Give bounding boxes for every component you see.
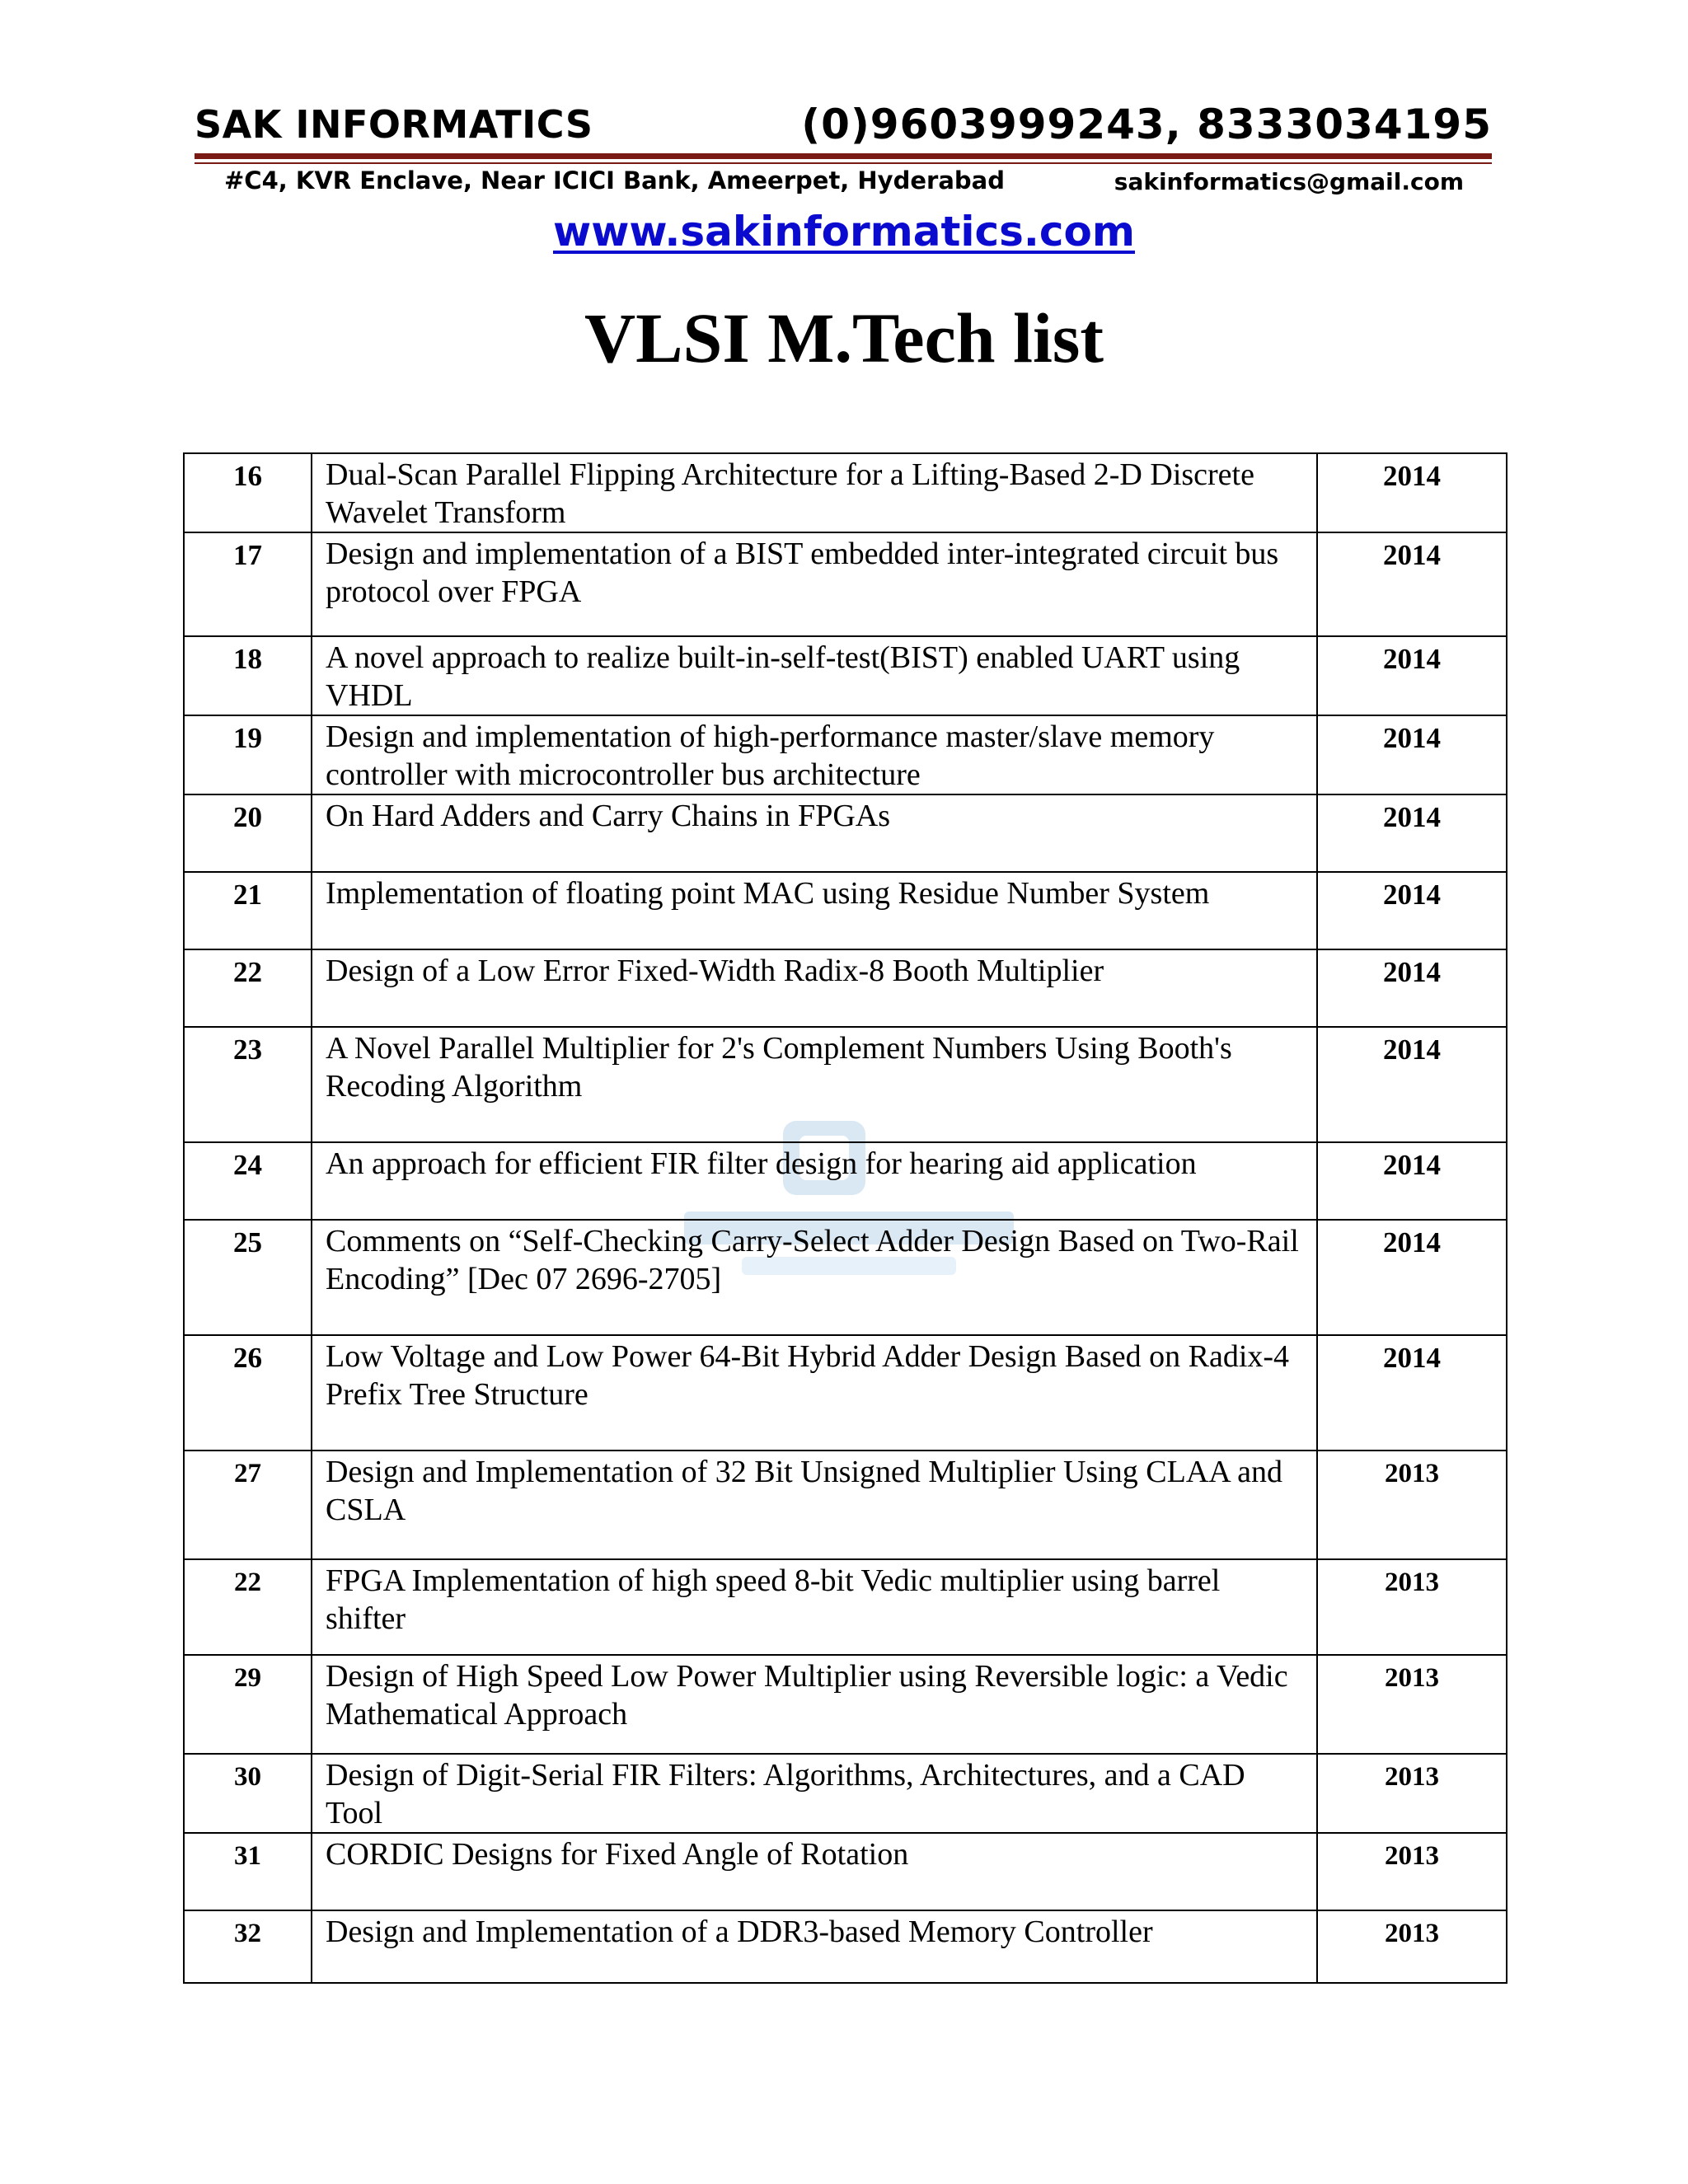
- company-email: sakinformatics@gmail.com: [1114, 168, 1464, 195]
- row-number: 27: [184, 1451, 312, 1559]
- row-number: 19: [184, 715, 312, 794]
- project-list-body: [184, 453, 1507, 1983]
- project-title: A novel approach to realize built-in-self-test(BIST) enabled UART using VHDL: [312, 636, 1317, 715]
- table-row: [184, 794, 1507, 872]
- table-row: [184, 1655, 1507, 1754]
- project-title: FPGA Implementation of high speed 8-bit Vedic multiplier using barrel shifter: [312, 1559, 1317, 1655]
- table-row: [184, 1142, 1507, 1220]
- project-title: Design and implementation of a BIST embedded inter-integrated circuit bus protocol over FPGA: [312, 532, 1317, 636]
- row-number: 29: [184, 1655, 312, 1754]
- project-title: A Novel Parallel Multiplier for 2's Complement Numbers Using Booth's Recoding Algorithm: [312, 1027, 1317, 1142]
- project-title: Design and Implementation of a DDR3-based Memory Controller: [312, 1910, 1317, 1983]
- table-row: [184, 453, 1507, 532]
- project-title: On Hard Adders and Carry Chains in FPGAs: [312, 794, 1317, 872]
- project-year: 2013: [1317, 1655, 1507, 1754]
- website-link[interactable]: www.sakinformatics.com: [553, 208, 1135, 255]
- header-rule-thin: [195, 162, 1492, 164]
- row-number: 32: [184, 1910, 312, 1983]
- project-year: 2014: [1317, 872, 1507, 949]
- project-title: Design and Implementation of 32 Bit Unsigned Multiplier Using CLAA and CSLA: [312, 1451, 1317, 1559]
- row-number: 31: [184, 1833, 312, 1910]
- table-row: [184, 872, 1507, 949]
- table-row: [184, 1335, 1507, 1451]
- project-year: 2014: [1317, 1335, 1507, 1451]
- project-year: 2013: [1317, 1559, 1507, 1655]
- project-year: 2014: [1317, 453, 1507, 532]
- table-row: [184, 532, 1507, 636]
- company-address: #C4, KVR Enclave, Near ICICI Bank, Ameerpet, Hyderabad: [224, 166, 1005, 194]
- project-year: 2014: [1317, 1142, 1507, 1220]
- row-number: 24: [184, 1142, 312, 1220]
- phone-numbers: (0)9603999243, 8333034195: [801, 101, 1492, 148]
- project-title: An approach for efficient FIR filter design for hearing aid application: [312, 1142, 1317, 1220]
- project-year: 2014: [1317, 636, 1507, 715]
- table-row: [184, 715, 1507, 794]
- project-year: 2013: [1317, 1910, 1507, 1983]
- website-link-container: [0, 208, 1688, 255]
- project-year: 2014: [1317, 1027, 1507, 1142]
- project-year: 2014: [1317, 949, 1507, 1027]
- table-row: [184, 1451, 1507, 1559]
- row-number: 25: [184, 1220, 312, 1335]
- company-name: SAK INFORMATICS: [195, 102, 593, 147]
- project-title: Design of a Low Error Fixed-Width Radix-8 Booth Multiplier: [312, 949, 1317, 1027]
- row-number: 22: [184, 1559, 312, 1655]
- project-title: Low Voltage and Low Power 64-Bit Hybrid Adder Design Based on Radix-4 Prefix Tree Structure: [312, 1335, 1317, 1451]
- project-title: Design and implementation of high-performance master/slave memory controller with microcontroller bus architecture: [312, 715, 1317, 794]
- table-row: [184, 1220, 1507, 1335]
- row-number: 16: [184, 453, 312, 532]
- row-number: 23: [184, 1027, 312, 1142]
- table-row: [184, 1833, 1507, 1910]
- project-year: 2013: [1317, 1833, 1507, 1910]
- project-title: Implementation of floating point MAC using Residue Number System: [312, 872, 1317, 949]
- table-row: [184, 1754, 1507, 1833]
- row-number: 21: [184, 872, 312, 949]
- row-number: 30: [184, 1754, 312, 1833]
- table-row: [184, 1910, 1507, 1983]
- header-rule: [195, 153, 1492, 159]
- table-row: [184, 1559, 1507, 1655]
- row-number: 17: [184, 532, 312, 636]
- table-row: [184, 1027, 1507, 1142]
- table-row: [184, 636, 1507, 715]
- row-number: 20: [184, 794, 312, 872]
- project-title: Design of High Speed Low Power Multiplier using Reversible logic: a Vedic Mathematical Approach: [312, 1655, 1317, 1754]
- row-number: 26: [184, 1335, 312, 1451]
- project-title: Comments on “Self-Checking Carry-Select Adder Design Based on Two-Rail Encoding” [Dec 07 2696-2705]: [312, 1220, 1317, 1335]
- project-title: Dual-Scan Parallel Flipping Architecture for a Lifting-Based 2-D Discrete Wavelet Transform: [312, 453, 1317, 532]
- project-title: CORDIC Designs for Fixed Angle of Rotation: [312, 1833, 1317, 1910]
- project-year: 2014: [1317, 794, 1507, 872]
- project-year: 2014: [1317, 532, 1507, 636]
- project-list-table: [183, 452, 1507, 1984]
- project-year: 2014: [1317, 1220, 1507, 1335]
- project-year: 2014: [1317, 715, 1507, 794]
- project-title: Design of Digit-Serial FIR Filters: Algorithms, Architectures, and a CAD Tool: [312, 1754, 1317, 1833]
- row-number: 22: [184, 949, 312, 1027]
- project-year: 2013: [1317, 1451, 1507, 1559]
- table-row: [184, 949, 1507, 1027]
- row-number: 18: [184, 636, 312, 715]
- page-title: VLSI M.Tech list: [584, 298, 1104, 377]
- project-year: 2013: [1317, 1754, 1507, 1833]
